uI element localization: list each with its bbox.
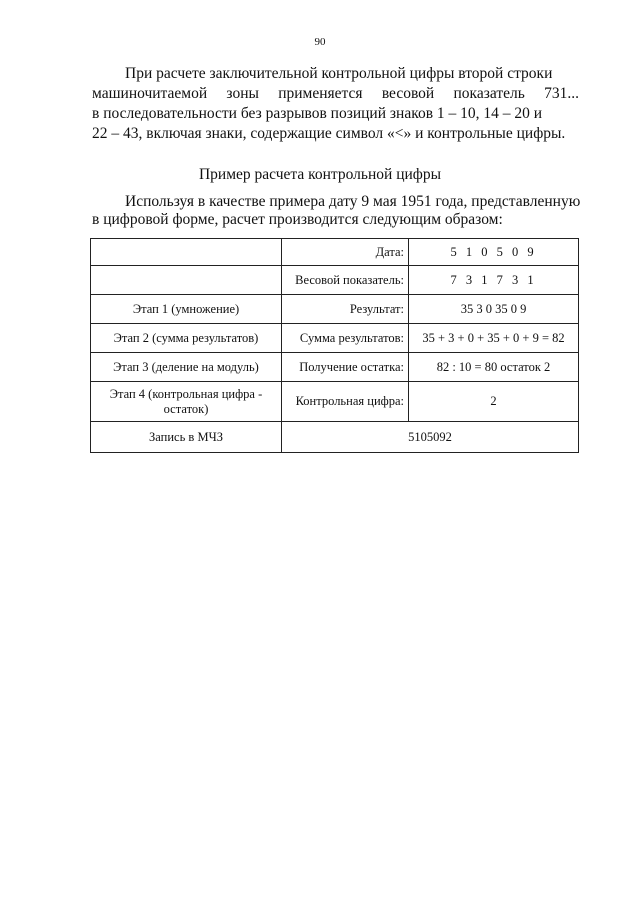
value-cell: 7 3 1 7 3 1 — [409, 266, 579, 295]
table-row — [91, 295, 579, 324]
paragraph-1-line-1: При расчете заключительной контрольной цифры второй строки — [125, 65, 553, 82]
table-row — [91, 239, 579, 266]
table-row — [91, 266, 579, 295]
stage-cell — [91, 266, 282, 295]
label-cell: Сумма результатов: — [282, 324, 409, 353]
final-value-cell: 5105092 — [282, 422, 579, 453]
label-cell: Дата: — [282, 239, 409, 266]
word: показатель — [453, 85, 525, 102]
label-cell: Результат: — [282, 295, 409, 324]
final-label-cell: Запись в МЧЗ — [91, 422, 282, 453]
stage-cell: Этап 2 (сумма результатов) — [91, 324, 282, 353]
stage-cell — [91, 239, 282, 266]
word: применяется — [278, 85, 363, 102]
label-cell: Получение остатка: — [282, 353, 409, 382]
stage-cell: Этап 3 (деление на модуль) — [91, 353, 282, 382]
label-cell: Контрольная цифра: — [282, 382, 409, 422]
table-row — [91, 382, 579, 422]
word: 731... — [544, 85, 579, 102]
word: машиночитаемой — [92, 85, 208, 102]
paragraph-2-line-2: в цифровой форме, расчет производится следующим образом: — [92, 211, 503, 228]
value-cell: 82 : 10 = 80 остаток 2 — [409, 353, 579, 382]
stage-cell: Этап 4 (контрольная цифра - остаток) — [91, 382, 282, 422]
value-cell: 35 + 3 + 0 + 35 + 0 + 9 = 82 — [409, 324, 579, 353]
word: зоны — [226, 85, 259, 102]
value-cell: 2 — [409, 382, 579, 422]
stage-cell: Этап 1 (умножение) — [91, 295, 282, 324]
paragraph-1-line-4: 22 – 43, включая знаки, содержащие символ «<» и контрольные цифры. — [92, 125, 566, 142]
paragraph-1-line-2 — [92, 86, 579, 102]
value-cell: 5 1 0 5 0 9 — [409, 239, 579, 266]
page-number: 90 — [314, 36, 326, 48]
value-cell: 35 3 0 35 0 9 — [409, 295, 579, 324]
paragraph-1-line-3: в последовательности без разрывов позиций знаков 1 – 10, 14 – 20 и — [92, 105, 543, 122]
paragraph-2-line-1: Используя в качестве примера дату 9 мая 1951 года, представленную — [125, 193, 581, 210]
label-cell: Весовой показатель: — [282, 266, 409, 295]
section-heading: Пример расчета контрольной цифры — [198, 166, 441, 183]
table-row — [91, 353, 579, 382]
calculation-table — [90, 238, 579, 453]
word: весовой — [381, 85, 435, 102]
table-row — [91, 324, 579, 353]
table-row-final — [91, 422, 579, 453]
